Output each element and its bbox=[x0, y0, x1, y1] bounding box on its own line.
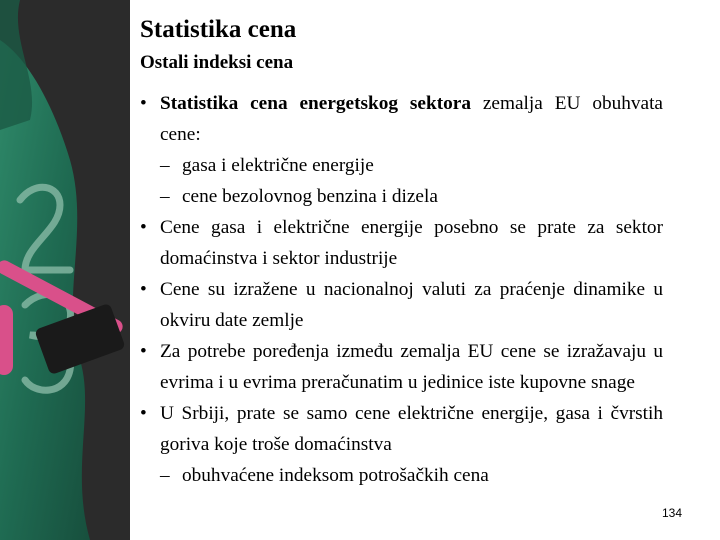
bullet-item bbox=[140, 88, 663, 150]
sub-item-text: obuhvaćene indeksom potrošačkih cena bbox=[182, 465, 489, 486]
bullet-text: Cene gasa i električne energije posebno se prate za sektor domaćinstva i sektor industrije bbox=[160, 217, 663, 269]
sub-item bbox=[140, 460, 663, 491]
bullet-item bbox=[140, 398, 663, 460]
page-number: 134 bbox=[661, 506, 682, 520]
bullet-text: U Srbiji, prate se samo cene električne energije, gasa i čvrstih goriva koje troše domaćinstva bbox=[160, 403, 663, 455]
bullet-item bbox=[140, 336, 663, 398]
bullet-list bbox=[140, 88, 663, 491]
sub-item bbox=[140, 181, 663, 212]
bullet-bold-text: Statistika cena energetskog sektora bbox=[160, 93, 471, 114]
bullet-text: zemalja EU obuhvata cene: bbox=[160, 93, 663, 145]
sub-item bbox=[140, 150, 663, 181]
bullet-marker: • bbox=[140, 403, 147, 424]
bullet-marker: • bbox=[140, 279, 147, 300]
bullet-text: Za potrebe poređenja između zemalja EU cene se izražavaju u evrima i u evrima preračunatim u jedinice iste kupovne snage bbox=[160, 341, 663, 393]
bullet-item bbox=[140, 212, 663, 274]
sub-item-marker: – bbox=[160, 186, 170, 207]
bullet-item bbox=[140, 274, 663, 336]
bullet-marker: • bbox=[140, 93, 147, 114]
sub-item-text: cene bezolovnog benzina i dizela bbox=[182, 186, 438, 207]
sub-item-marker: – bbox=[160, 465, 170, 486]
bullet-marker: • bbox=[140, 341, 147, 362]
slide-title: Statistika cena bbox=[140, 16, 297, 43]
bullet-marker: • bbox=[140, 217, 147, 238]
bullet-text: Cene su izražene u nacionalnoj valuti za praćenje dinamike u okviru date zemlje bbox=[160, 279, 663, 331]
sub-item-text: gasa i električne energije bbox=[182, 155, 374, 176]
slide-content bbox=[130, 0, 720, 540]
chalkboard-image bbox=[0, 0, 150, 540]
slide-subtitle: Ostali indeksi cena bbox=[140, 52, 294, 73]
sub-item-marker: – bbox=[160, 155, 170, 176]
